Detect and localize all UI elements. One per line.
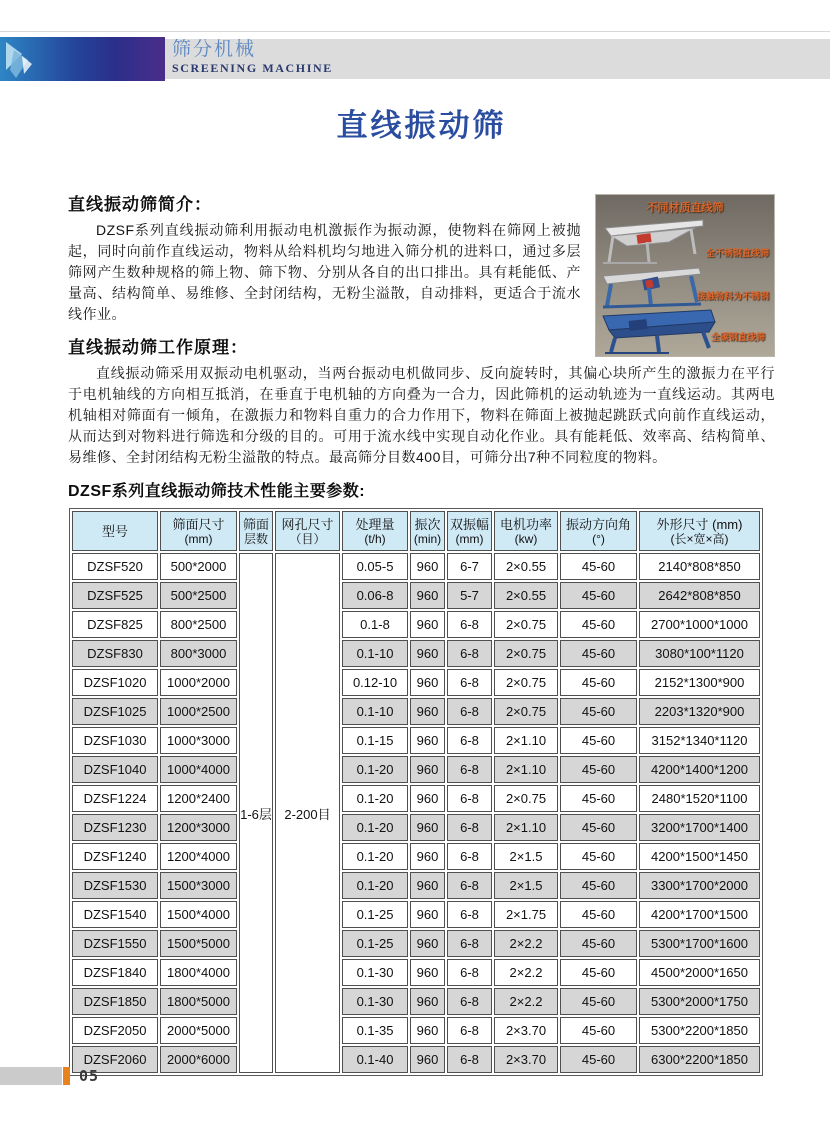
page-footer <box>0 1067 99 1085</box>
table-cell: 800*2500 <box>160 611 237 638</box>
product-image <box>595 194 775 357</box>
table-cell: 45-60 <box>560 582 637 609</box>
spec-table <box>69 508 763 1076</box>
table-cell: DZSF1040 <box>72 756 158 783</box>
spec-table-heading: DZSF系列直线振动筛技术性能主要参数: <box>68 483 366 500</box>
content-area <box>68 188 775 1076</box>
intro-heading: 直线振动筛简介： <box>68 195 212 214</box>
table-cell: DZSF825 <box>72 611 158 638</box>
spec-col-header: 电机功率 (kw) <box>494 511 558 551</box>
table-cell: 2140*808*850 <box>639 553 760 580</box>
table-cell: 5300*1700*1600 <box>639 930 760 957</box>
table-cell: 0.12-10 <box>342 669 408 696</box>
table-cell: 6-8 <box>447 1017 492 1044</box>
table-row <box>72 640 760 667</box>
table-cell: 2×0.55 <box>494 582 558 609</box>
table-cell: 0.1-20 <box>342 872 408 899</box>
table-cell: 45-60 <box>560 1017 637 1044</box>
table-cell: 45-60 <box>560 988 637 1015</box>
table-cell: 5300*2000*1750 <box>639 988 760 1015</box>
table-cell: 960 <box>410 1017 445 1044</box>
table-cell: 45-60 <box>560 756 637 783</box>
table-cell: 2000*6000 <box>160 1046 237 1073</box>
table-cell: DZSF1224 <box>72 785 158 812</box>
table-cell: DZSF1025 <box>72 698 158 725</box>
brand-name-cn: 筛分机械 <box>172 39 257 60</box>
table-cell: 2×3.70 <box>494 1017 558 1044</box>
table-cell: 1000*2000 <box>160 669 237 696</box>
table-row <box>72 930 760 957</box>
table-cell: DZSF2060 <box>72 1046 158 1073</box>
table-cell: 2700*1000*1000 <box>639 611 760 638</box>
header-gradient-band <box>0 37 165 81</box>
contact-stainless-machine-icon <box>599 266 707 310</box>
table-cell: 0.1-20 <box>342 756 408 783</box>
table-cell: 2×0.75 <box>494 640 558 667</box>
table-cell: 0.1-20 <box>342 814 408 841</box>
spec-col-header: 网孔尺寸 （目） <box>275 511 340 551</box>
table-cell: 960 <box>410 756 445 783</box>
table-row <box>72 1017 760 1044</box>
table-cell: 45-60 <box>560 669 637 696</box>
table-cell: 6-8 <box>447 785 492 812</box>
table-cell: 2×1.10 <box>494 756 558 783</box>
table-cell: 960 <box>410 901 445 928</box>
page-title: 直线振动筛 <box>336 108 507 143</box>
principle-heading: 直线振动筛工作原理： <box>68 338 248 357</box>
table-cell: 960 <box>410 640 445 667</box>
carbon-steel-machine-icon <box>599 308 719 354</box>
table-cell: 45-60 <box>560 843 637 870</box>
table-cell: 2×1.5 <box>494 843 558 870</box>
table-cell: 45-60 <box>560 901 637 928</box>
table-cell: 6-8 <box>447 814 492 841</box>
product-image-title: 不同材质直线筛 <box>646 202 724 214</box>
table-cell: 2000*5000 <box>160 1017 237 1044</box>
table-cell: 2×2.2 <box>494 930 558 957</box>
table-cell: 0.1-30 <box>342 959 408 986</box>
spec-col-header: 筛面 层数 <box>239 511 273 551</box>
table-row <box>72 843 760 870</box>
table-cell: 45-60 <box>560 727 637 754</box>
table-cell: 2×1.10 <box>494 814 558 841</box>
table-cell: 6-8 <box>447 698 492 725</box>
table-row <box>72 669 760 696</box>
table-cell: 0.1-15 <box>342 727 408 754</box>
table-cell: 1200*4000 <box>160 843 237 870</box>
stainless-screen-machine-icon <box>599 216 709 266</box>
footer-gray-bar <box>0 1067 62 1085</box>
table-cell: 960 <box>410 872 445 899</box>
table-cell: 960 <box>410 727 445 754</box>
spec-col-header: 振次 (min) <box>410 511 445 551</box>
spec-table-header-row <box>72 511 760 551</box>
table-cell: 2×1.75 <box>494 901 558 928</box>
table-cell: 0.1-40 <box>342 1046 408 1073</box>
table-cell: 2642*808*850 <box>639 582 760 609</box>
table-cell: 6-8 <box>447 901 492 928</box>
table-cell: 1500*5000 <box>160 930 237 957</box>
table-cell: 500*2000 <box>160 553 237 580</box>
table-cell: 960 <box>410 930 445 957</box>
table-cell: 960 <box>410 843 445 870</box>
table-cell: 960 <box>410 669 445 696</box>
table-cell: 5300*2200*1850 <box>639 1017 760 1044</box>
table-cell: 0.1-20 <box>342 785 408 812</box>
table-cell: 6-8 <box>447 756 492 783</box>
table-cell: 6-8 <box>447 640 492 667</box>
table-cell: 960 <box>410 1046 445 1073</box>
table-cell: DZSF1850 <box>72 988 158 1015</box>
table-cell: 2×0.75 <box>494 698 558 725</box>
spec-col-header: 外形尺寸 (mm) (长×宽×高) <box>639 511 760 551</box>
table-row <box>72 582 760 609</box>
table-cell: DZSF525 <box>72 582 158 609</box>
table-cell: DZSF1020 <box>72 669 158 696</box>
table-cell: DZSF830 <box>72 640 158 667</box>
table-cell: 0.1-35 <box>342 1017 408 1044</box>
table-cell: 3080*100*1120 <box>639 640 760 667</box>
intro-paragraph: DZSF系列直线振动筛利用振动电机激振作为振动源，使物料在筛网上被抛起，同时向前作直线运动，物料从给料机均匀地进入筛分机的进料口，通过多层筛网产生数种规格的筛上物、筛下物、分别从各自的出口排出。具有耗能低、产量高、结构简单、易维修、全封闭结构，无粉尘溢散，自动排料，更适合于流水线作业。 <box>68 222 581 322</box>
table-cell: DZSF1840 <box>72 959 158 986</box>
table-cell: DZSF1030 <box>72 727 158 754</box>
brand-name-en: SCREENING MACHINE <box>172 60 333 75</box>
table-row <box>72 785 760 812</box>
spec-col-header: 双振幅 (mm) <box>447 511 492 551</box>
product-label-stainless: 全不锈钢直线筛 <box>705 248 769 258</box>
table-cell: 2-200目 <box>275 553 340 1073</box>
footer-orange-accent <box>63 1067 70 1085</box>
table-row <box>72 901 760 928</box>
table-cell: 45-60 <box>560 611 637 638</box>
product-label-contact-stainless: 接触物料为不锈钢 <box>696 291 769 301</box>
table-cell: 1-6层 <box>239 553 273 1073</box>
table-cell: 6-8 <box>447 988 492 1015</box>
table-cell: 4200*1700*1500 <box>639 901 760 928</box>
brand-block <box>172 40 333 75</box>
table-cell: 0.1-20 <box>342 843 408 870</box>
spec-col-header: 振动方向角 (°) <box>560 511 637 551</box>
table-cell: 4500*2000*1650 <box>639 959 760 986</box>
table-cell: 2×2.2 <box>494 988 558 1015</box>
table-cell: 4200*1400*1200 <box>639 756 760 783</box>
table-cell: 1500*3000 <box>160 872 237 899</box>
table-cell: 4200*1500*1450 <box>639 843 760 870</box>
table-cell: 960 <box>410 582 445 609</box>
table-cell: 960 <box>410 785 445 812</box>
table-cell: 2×1.5 <box>494 872 558 899</box>
table-cell: 45-60 <box>560 698 637 725</box>
table-cell: 45-60 <box>560 553 637 580</box>
table-cell: 45-60 <box>560 814 637 841</box>
table-cell: DZSF1550 <box>72 930 158 957</box>
table-row <box>72 756 760 783</box>
table-cell: 45-60 <box>560 1046 637 1073</box>
table-cell: 0.1-30 <box>342 988 408 1015</box>
table-cell: 1000*4000 <box>160 756 237 783</box>
table-row <box>72 988 760 1015</box>
table-cell: 0.1-10 <box>342 640 408 667</box>
table-cell: 6-8 <box>447 1046 492 1073</box>
table-cell: 6-7 <box>447 553 492 580</box>
spec-col-header: 处理量 (t/h) <box>342 511 408 551</box>
spec-col-header: 筛面尺寸 (mm) <box>160 511 237 551</box>
table-cell: 0.05-5 <box>342 553 408 580</box>
table-cell: 45-60 <box>560 930 637 957</box>
table-cell: 6-8 <box>447 727 492 754</box>
table-cell: 2480*1520*1100 <box>639 785 760 812</box>
table-cell: 800*3000 <box>160 640 237 667</box>
table-cell: 5-7 <box>447 582 492 609</box>
table-cell: 0.1-25 <box>342 930 408 957</box>
table-cell: 960 <box>410 553 445 580</box>
table-cell: 1200*2400 <box>160 785 237 812</box>
table-cell: 500*2500 <box>160 582 237 609</box>
table-row <box>72 872 760 899</box>
table-cell: 0.1-25 <box>342 901 408 928</box>
table-row <box>72 611 760 638</box>
table-cell: 960 <box>410 988 445 1015</box>
table-cell: 6-8 <box>447 843 492 870</box>
top-divider <box>0 31 830 32</box>
table-cell: 6-8 <box>447 930 492 957</box>
product-label-carbon-steel: 全碳钢直线筛 <box>710 332 765 342</box>
table-cell: 0.1-8 <box>342 611 408 638</box>
table-cell: 45-60 <box>560 959 637 986</box>
table-cell: 2×0.75 <box>494 785 558 812</box>
table-row <box>72 1046 760 1073</box>
table-cell: 0.1-10 <box>342 698 408 725</box>
table-cell: DZSF1530 <box>72 872 158 899</box>
table-cell: 45-60 <box>560 640 637 667</box>
table-cell: 3200*1700*1400 <box>639 814 760 841</box>
table-cell: 960 <box>410 611 445 638</box>
table-cell: DZSF1240 <box>72 843 158 870</box>
table-cell: 1800*5000 <box>160 988 237 1015</box>
table-row <box>72 727 760 754</box>
company-logo-icon <box>2 40 66 80</box>
table-cell: 2203*1320*900 <box>639 698 760 725</box>
table-cell: 960 <box>410 814 445 841</box>
table-cell: 2×3.70 <box>494 1046 558 1073</box>
table-cell: 6300*2200*1850 <box>639 1046 760 1073</box>
table-cell: 3300*1700*2000 <box>639 872 760 899</box>
table-cell: 0.06-8 <box>342 582 408 609</box>
table-cell: 1800*4000 <box>160 959 237 986</box>
page-number: 05 <box>79 1067 100 1085</box>
table-row <box>72 814 760 841</box>
table-cell: 960 <box>410 698 445 725</box>
table-cell: DZSF2050 <box>72 1017 158 1044</box>
table-cell: 2×1.10 <box>494 727 558 754</box>
table-cell: 2×0.55 <box>494 553 558 580</box>
table-row <box>72 698 760 725</box>
table-cell: DZSF1230 <box>72 814 158 841</box>
table-cell: 2152*1300*900 <box>639 669 760 696</box>
table-cell: 45-60 <box>560 872 637 899</box>
table-row <box>72 553 760 580</box>
table-cell: 1000*2500 <box>160 698 237 725</box>
table-cell: 2×2.2 <box>494 959 558 986</box>
table-cell: 6-8 <box>447 872 492 899</box>
table-cell: 1500*4000 <box>160 901 237 928</box>
table-cell: 6-8 <box>447 611 492 638</box>
principle-paragraph: 直线振动筛采用双振动电机驱动，当两台振动电机做同步、反向旋转时，其偏心块所产生的激振力在平行于电机轴线的方向相互抵消，在垂直于电机轴的方向叠为一合力，因此筛机的运动轨迹为一直线运动。其两电机轴相对筛面有一倾角，在激振力和物料自重力的合力作用下，物料在筛面上被抛起跳跃式向前作直线运动，从而达到对物料进行筛选和分级的目的。可用于流水线中实现自动化作业。具有能耗低、效率高、结构简单、易维修、全封闭结构无粉尘溢散的特点。最高筛分目数400目，可筛分出7种不同粒度的物料。 <box>68 365 775 465</box>
table-cell: 2×0.75 <box>494 611 558 638</box>
table-cell: 960 <box>410 959 445 986</box>
table-cell: 1000*3000 <box>160 727 237 754</box>
spec-col-header: 型号 <box>72 511 158 551</box>
table-cell: DZSF1540 <box>72 901 158 928</box>
table-cell: 45-60 <box>560 785 637 812</box>
table-cell: 1200*3000 <box>160 814 237 841</box>
table-cell: 3152*1340*1120 <box>639 727 760 754</box>
table-cell: DZSF520 <box>72 553 158 580</box>
table-cell: 2×0.75 <box>494 669 558 696</box>
table-row <box>72 959 760 986</box>
table-cell: 6-8 <box>447 669 492 696</box>
table-cell: 6-8 <box>447 959 492 986</box>
